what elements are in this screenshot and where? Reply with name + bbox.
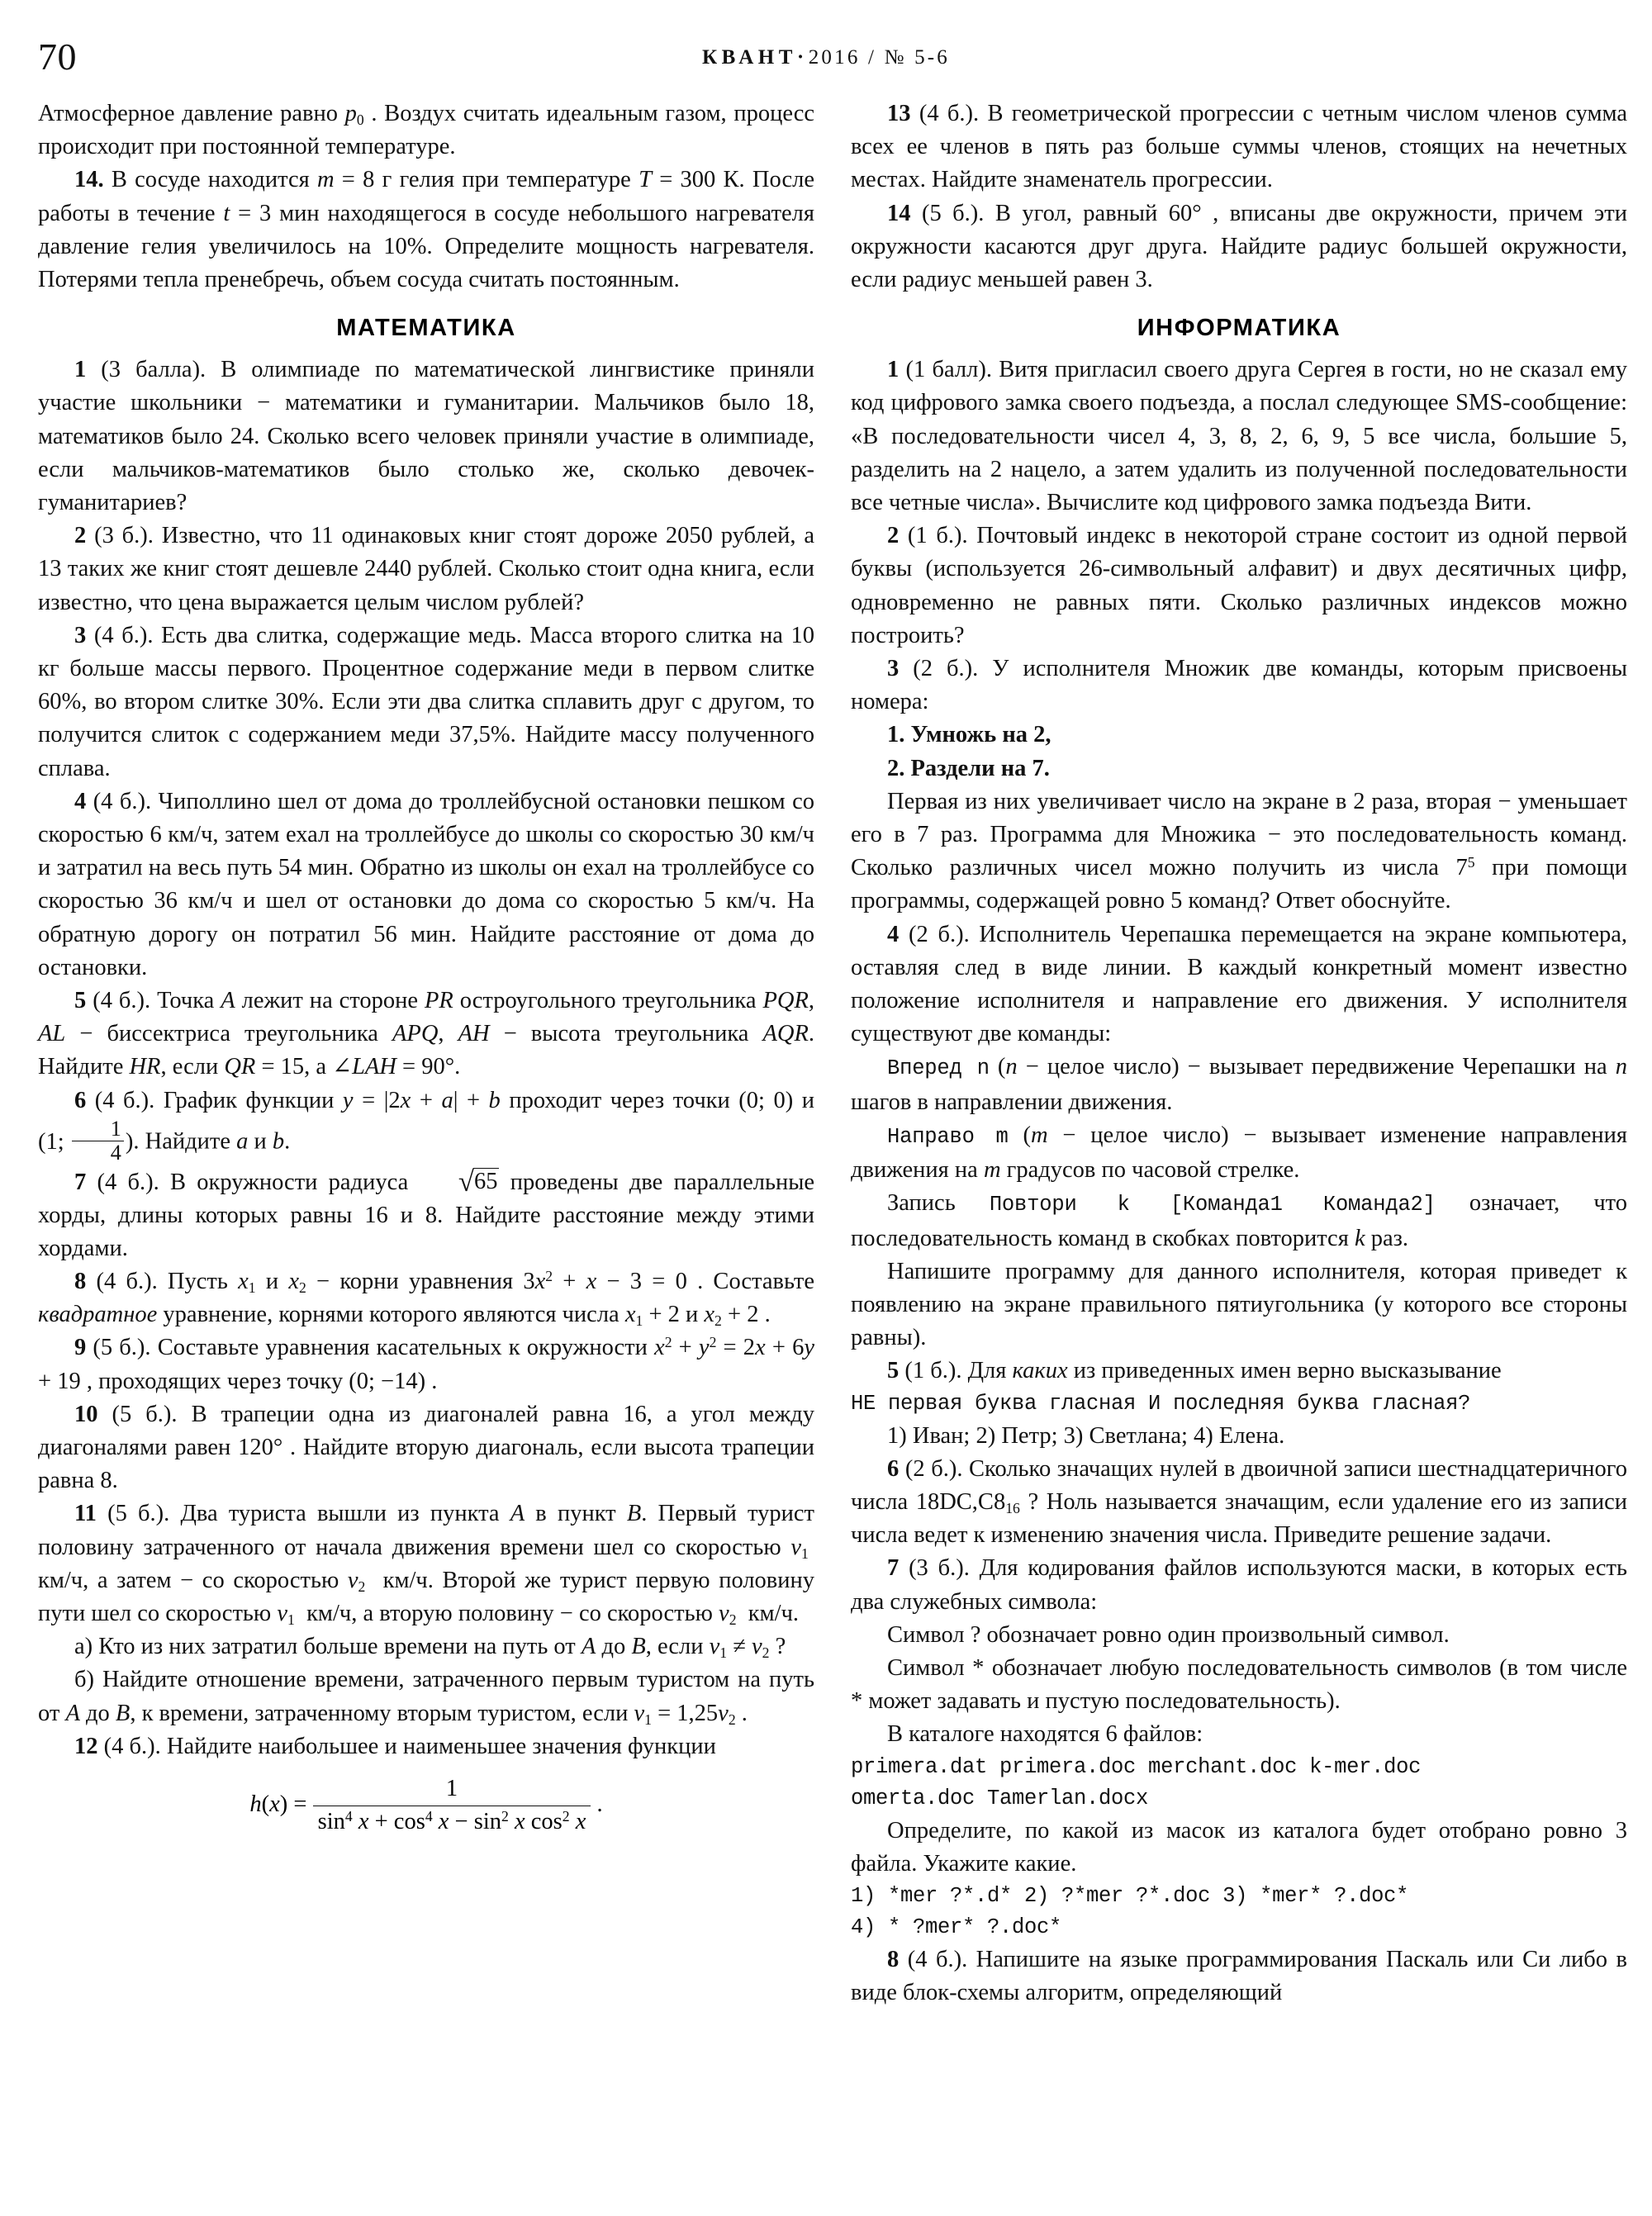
- problem-number: 14.: [74, 167, 104, 193]
- problem-math-1: 1 (3 балла). В олимпиаде по математической лингвистике приняли участие школьники − математики и гуманитарии. Мальчиков было 18, математиков было 24. Сколько всего человек приняли участие в олимпиаде, если мальчиков-математиков было столько же, сколько девочек-гуманитариев?: [38, 357, 815, 516]
- problem-info-5: 5 (1 б.). Для каких из приведенных имен верно высказывание: [887, 1358, 1502, 1384]
- command-label: 2. Раздели на 7.: [887, 755, 1050, 781]
- problem-math-4: 4 (4 б.). Чиполлино шел от дома до троллейбусной остановки пешком со скоростью 6 км/ч, затем ехал на троллейбусе до школы со скоростью 30 км/ч и затратил на весь путь 54 мин. Обратно из школы он ехал на троллейбусе со скоростью 36 км/ч и шел от остановки до дома со скоростью 5 км/ч. На обратную дорогу он потратил 56 мин. Найдите расстояние от дома до остановки.: [38, 788, 815, 980]
- problem-info-7: 7 (3 б.). Для кодирования файлов используются маски, в которых есть два служебных символа:: [851, 1555, 1627, 1615]
- problem-math-11-b: б) Найдите отношение времени, затраченного первым туристом на путь от A до B, к времени, затраченному вторым туристом, если $v_1 = 1,25v_2$ .: [38, 1667, 814, 1728]
- problem-number: 7: [887, 1555, 900, 1582]
- problem-number: 4: [887, 921, 900, 947]
- problem-number: 14: [887, 200, 911, 226]
- problem-points: (4 б.).: [93, 788, 152, 814]
- problem-math-10: 10 (5 б.). В трапеции одна из диагоналей равна 16, а угол между диагоналями равен 120° . Найдите вторую диагональ, если высота трапеции равна 8.: [38, 1401, 815, 1494]
- problem-points: (5 б.).: [921, 200, 985, 226]
- running-head: [0, 31, 1652, 81]
- problem-number: 7: [74, 1169, 87, 1195]
- mnozhik-command-1: [851, 719, 1627, 752]
- problem-points: (2 б.).: [904, 1455, 963, 1482]
- fraction: [313, 1775, 591, 1837]
- problem-info-8: 8 (4 б.). Напишите на языке программирования Паскаль или Си либо в виде блок-схемы алгоритм, определяющий: [851, 1946, 1627, 2006]
- problem-math-11: 11 (5 б.). Два туриста вышли из пункта A в пункт B. Первый турист половину затраченного от начала движения времени шел со скоростью $v_1$ км/ч, а затем − со скоростью $v_2$ км/ч. Второй же турист первую половину пути шел со скоростью $v_1$ км/ч, а вторую половину − со скоростью $v_2$ км/ч.: [38, 1501, 815, 1629]
- problem-points: (3 б.).: [909, 1555, 970, 1582]
- journal-name: КВАНТ: [701, 46, 797, 69]
- problem-points: (4 б.).: [93, 988, 151, 1014]
- logic-statement-code: НЕ первая буква гласная И последняя буква гласная?: [851, 1391, 1471, 1416]
- problem-points: (1 б.).: [904, 1358, 962, 1384]
- turtle-command-right: Направо m (m − целое число) − вызывает изменение направления движения на m градусов по часовой стрелке.: [851, 1122, 1627, 1184]
- problem-number: 11: [74, 1501, 97, 1527]
- problem-number: 6: [74, 1087, 87, 1113]
- problem-number: 12: [74, 1733, 98, 1759]
- problem-number: 1: [887, 357, 900, 383]
- problem-math-7: 7 (4 б.). В окружности радиуса √65 проведены две параллельные хорды, длины которых равны 16 и 8. Найдите расстояние между этими хордами.: [38, 1165, 814, 1261]
- repeat-code: Повтори k [Команда1 Команда2]: [989, 1193, 1436, 1217]
- mask-rule-1: Символ ? обозначает ровно один произвольный символ.: [887, 1621, 1450, 1648]
- mnozhik-command-2: [851, 752, 1627, 785]
- problem-info-1: 1 (1 балл). Витя пригласил своего друга Сергея в гости, но не сказал ему код цифрового замка своего подъезда, а послал следующее SMS-сообщение: «В последовательности чисел 4, 3, 8, 2, 6, 9, 5 все числа, большие 5, разделить на 2 нацело, а затем удалить из полученной последовательности все четные числа». Вычислите код цифрового замка подъезда Вити.: [851, 357, 1628, 516]
- problem-number: 1: [74, 357, 87, 383]
- problem-points: (4 б.).: [907, 1946, 968, 1972]
- problem-points: (3 б.).: [94, 523, 154, 549]
- problem-points: (4 б.).: [103, 1733, 161, 1759]
- repeat-intro: Запись: [887, 1190, 956, 1217]
- problem-number: 4: [74, 788, 87, 814]
- display-formula-h-of-x: h(x) = $\frac{1}{\sin^4 x + \cos^4 x - \sin^2 x \cos^2 x}$ .: [38, 1775, 814, 1837]
- problem-points: (4 б.).: [919, 101, 980, 126]
- problem-number: 3: [74, 622, 87, 648]
- problem-points: (5 б.).: [93, 1335, 151, 1361]
- problem-math-5: 5 (4 б.). Точка A лежит на стороне PR остроугольного треугольника PQR, AL − биссектриса треугольника APQ, AH − высота треугольника AQR. Найдите HR, если QR = 15, а ∠LAH = 90°.: [38, 988, 815, 1080]
- section-heading-informatics: ИНФОРМАТИКА: [1137, 315, 1341, 342]
- running-head-title: [0, 46, 1652, 69]
- two-column-body: [0, 97, 1652, 2195]
- problem-number: 6: [887, 1455, 900, 1482]
- problem-info-4: 4 (2 б.). Исполнитель Черепашка перемещается на экране компьютера, оставляя след в виде линии. В каждый конкретный момент известно положение исполнителя и направление его движения. У исполнителя существуют две команды:: [851, 921, 1627, 1047]
- problem-number: 10: [74, 1401, 98, 1427]
- left-column: [38, 97, 814, 2195]
- fraction-numerator: 1: [445, 1776, 458, 1802]
- mask-question: Определите, по какой из масок из каталога будет отобрано ровно 3 файла. Укажите какие.: [851, 1817, 1627, 1877]
- problem-math-6: 6 (4 б.). График функции y = |2x + a| + b проходит через точки (0; 0) и (1; $\frac{1}{4}$ ). Найдите a и b.: [38, 1087, 814, 1165]
- issue-label: 2016 / № 5-6: [808, 46, 951, 69]
- problem-points: (4 б.).: [94, 1087, 155, 1113]
- problem-info-5-options: 1) Иван; 2) Петр; 3) Светлана; 4) Елена.: [887, 1422, 1285, 1449]
- problem-points: (4 б.).: [93, 622, 154, 648]
- section-heading-mathematics: МАТЕМАТИКА: [336, 315, 516, 342]
- mask-options-line-1: 1) *mer ?*.d* 2) ?*mer ?*.doc 3) *mer* ?.doc*: [851, 1883, 1409, 1908]
- sqrt-65: √65: [458, 1165, 498, 1198]
- problem-points: (4 б.).: [97, 1169, 159, 1195]
- problem-points: (2 б.).: [908, 921, 970, 947]
- problem-points: (5 б.).: [107, 1501, 170, 1527]
- catalog-intro: В каталоге находятся 6 файлов:: [887, 1721, 1203, 1748]
- problem-info-3-tail: Первая из них увеличивает число на экране в 2 раза, вторая − уменьшает его в 7 раз. Программа для Множика − это последовательность команд. Сколько различных чисел можно получить из числа $7^5$ при помощи программы, содержащей ровно 5 команд? Ответ обоснуйте.: [851, 788, 1627, 914]
- mask-rule-2: Символ * обозначает любую последовательность символов (в том числе * может задавать и пустую последовательность).: [851, 1654, 1627, 1715]
- turtle-command-forward: Вперед n (n − целое число) − вызывает передвижение Черепашки на n шагов в направлении движения.: [851, 1054, 1627, 1115]
- problem-math-2: 2 (3 б.). Известно, что 11 одинаковых книг стоят дороже 2050 рублей, а 13 таких же книг стоят дешевле 2440 рублей. Сколько стоит одна книга, если известно, что цена выражается целым числом рублей?: [38, 523, 815, 615]
- problem-number: 2: [74, 523, 87, 549]
- problem-number: 5: [74, 988, 87, 1014]
- problem-number: 9: [74, 1335, 87, 1361]
- physics-paragraph-tail: Атмосферное давление равно $p_0$ . Воздух считать идеальным газом, процесс происходит при постоянной температуре.: [38, 101, 814, 160]
- mask-options-line-2: 4) * ?mer* ?.doc*: [851, 1915, 1062, 1939]
- problem-info-3: 3 (2 б.). У исполнителя Множик две команды, которым присвоены номера:: [851, 656, 1628, 715]
- problem-number: 5: [887, 1358, 900, 1384]
- problem-points: (1 балл).: [905, 357, 992, 383]
- turtle-repeat-description: Запись Повтори k [Команда1 Команда2] означает, что последовательность команд в скобках повторится k раз.: [851, 1190, 1627, 1251]
- problem-number: 8: [74, 1269, 87, 1295]
- problem-points: (3 балла).: [101, 357, 206, 383]
- problem-physics-14: 14. В сосуде находится m = 8 г гелия при температуре T = 300 К. После работы в течение t = 3 мин находящегося в сосуде небольшого нагревателя давление гелия увеличилось на 10%. Определите мощность нагревателя. Потерями тепла пренебречь, объем сосуда считать постоянным.: [38, 167, 815, 293]
- problem-math-8: 8 (4 б.). Пусть $x_1$ и $x_2$ − корни уравнения $3x^2 + x - 3 = 0$ . Составьте квадратное уравнение, корнями которого являются числа $x_1 + 2$ и $x_2 + 2$ .: [38, 1267, 814, 1330]
- command-code: Направо m: [887, 1124, 1009, 1149]
- problem-info-2: 2 (1 б.). Почтовый индекс в некоторой стране состоит из одной первой буквы (используется 26-символьный алфавит) и двух десятичных цифр, одновременно не равных пяти. Сколько различных индексов можно построить?: [851, 523, 1627, 648]
- problem-number: 3: [887, 656, 900, 682]
- fraction-denominator: $\sin^4 x + \cos^4 x - \sin^2 x$ $\cos^2 x$: [313, 1806, 591, 1837]
- problem-info-6: 6 (2 б.). Сколько значащих нулей в двоичной записи шестнадцатеричного числа $18DC,C8_{16}$ ? Ноль называется значащим, если удаление его из записи числа ведет к изменению значения числа. Приведите решение задачи.: [851, 1455, 1628, 1549]
- command-code: Вперед n: [887, 1056, 990, 1081]
- problem-math-12: 12 (4 б.). Найдите наибольшее и наименьшее значения функции: [74, 1733, 716, 1759]
- problem-points: (4 б.).: [96, 1269, 158, 1295]
- problem-math-3: 3 (4 б.). Есть два слитка, содержащие медь. Масса второго слитка на 10 кг больше массы первого. Процентное содержание меди в первом слитке 60%, во втором слитке 30%. Если эти два слитка сплавить друг с другом, то получится слиток с содержанием меди 37,5%. Найдите массу полученного сплава.: [38, 622, 815, 781]
- problem-points: (5 б.).: [112, 1401, 178, 1427]
- problem-number: 8: [887, 1946, 900, 1972]
- problem-math-11-a: а) Кто из них затратил больше времени на путь от A до B, если $v_1 \ne v_2$ ?: [74, 1634, 786, 1662]
- file-list-line-2: omerta.doc Tamerlan.docx: [851, 1786, 1149, 1810]
- problem-points: (2 б.).: [913, 656, 979, 682]
- right-column: [851, 97, 1627, 2195]
- file-list-line-1: primera.dat primera.doc merchant.doc k-mer.doc: [851, 1754, 1422, 1779]
- problem-points: (1 б.).: [907, 523, 968, 549]
- problem-math-9: 9 (5 б.). Составьте уравнения касательных к окружности $x^2 + y^2 = 2x + 6y + 19$ , проходящих через точку (0; −14) .: [38, 1334, 814, 1394]
- problem-info-4-tail: Напишите программу для данного исполнителя, которая приведет к появлению на экране правильного пятиугольника (у которого все стороны равны).: [851, 1258, 1627, 1351]
- problem-number: 2: [887, 523, 900, 549]
- problem-math-13: 13 (4 б.). В геометрической прогрессии с четным числом членов сумма всех ее членов в пять раз больше суммы членов, стоящих на нечетных местах. Найдите знаменатель прогрессии.: [851, 101, 1628, 193]
- running-head-separator: ·: [796, 46, 809, 69]
- problem-math-14: 14 (5 б.). В угол, равный 60° , вписаны две окружности, причем эти окружности касаются друг друга. Найдите радиус большей окружности, если радиус меньшей равен 3.: [851, 200, 1627, 293]
- problem-number: 13: [887, 101, 911, 126]
- page-number: 70: [38, 36, 77, 78]
- command-label: 1. Умножь на 2,: [887, 722, 1051, 748]
